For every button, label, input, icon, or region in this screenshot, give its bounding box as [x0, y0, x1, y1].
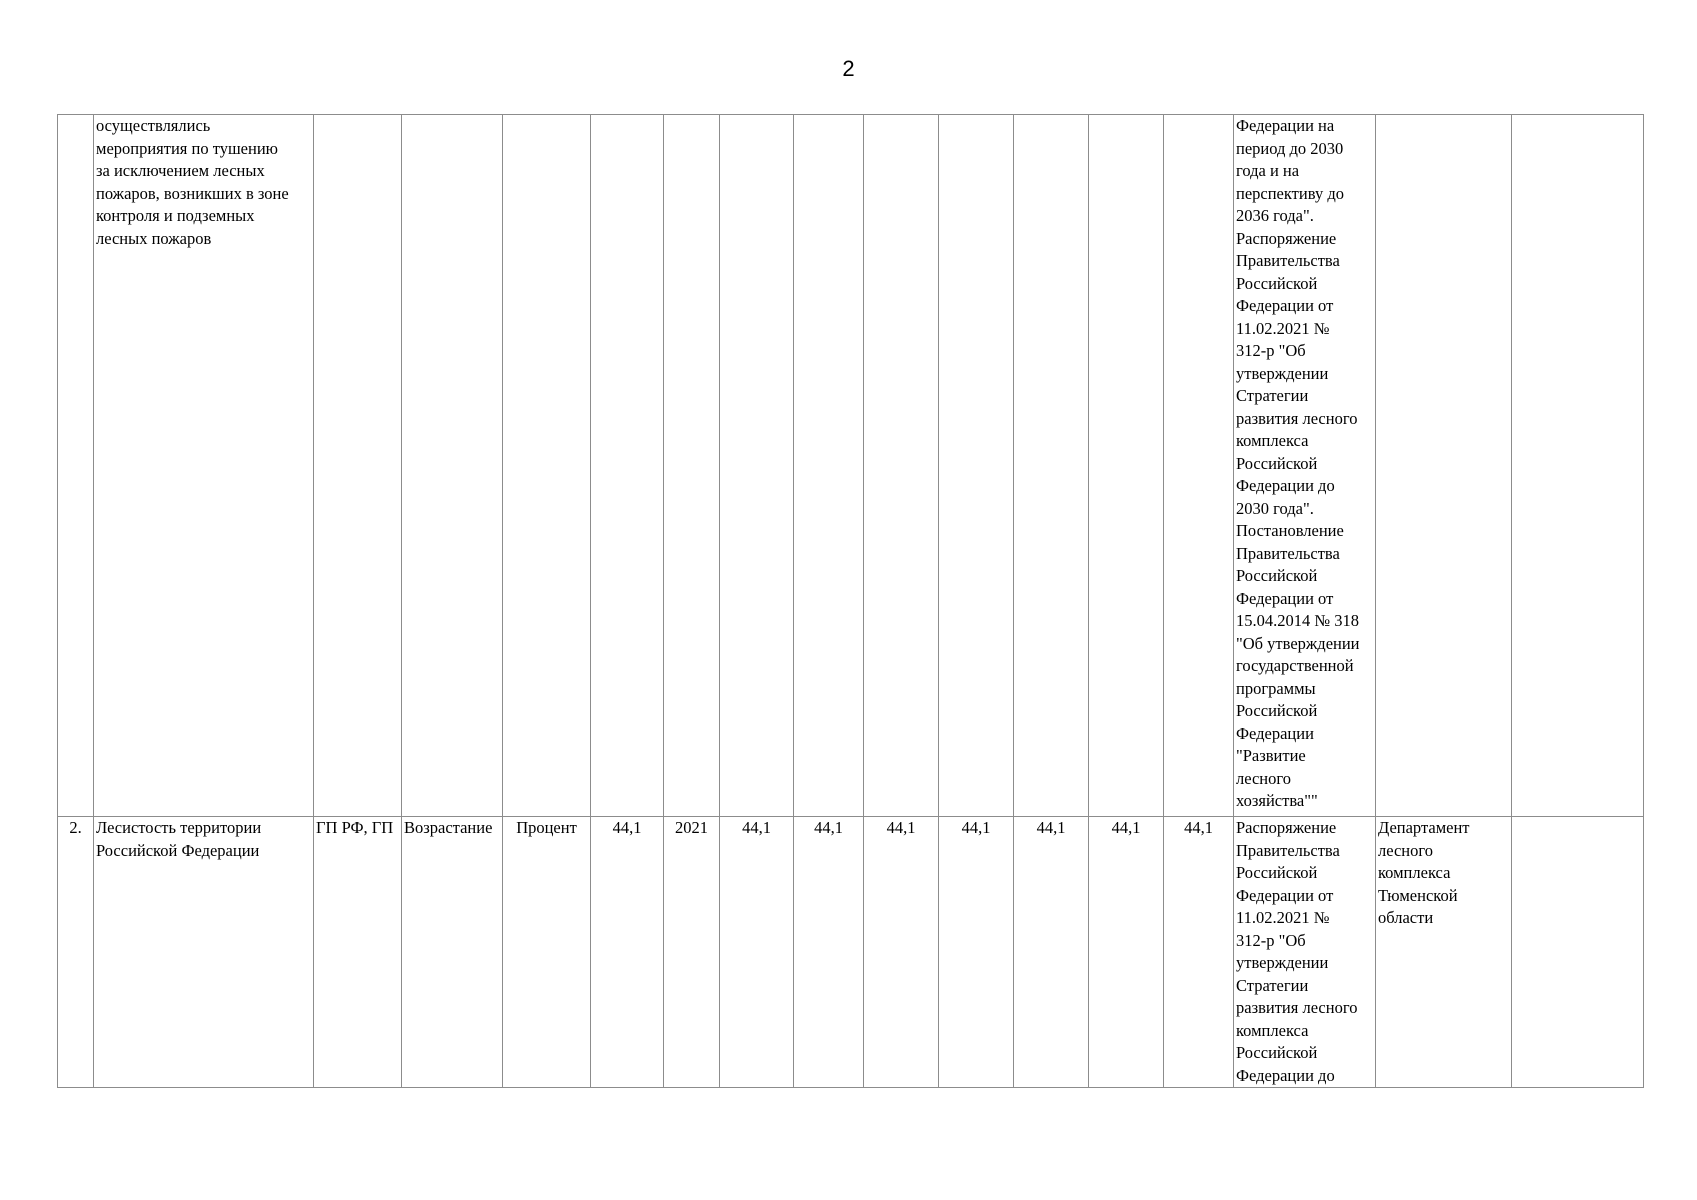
- indicator-text: осуществлялись мероприятия по тушению за исключением лесных пожаров, возникших в зоне контроля и подземных лесных пожаров: [96, 116, 289, 248]
- table-row: [58, 115, 1644, 817]
- indicator-name: [94, 115, 314, 817]
- base-value: [591, 115, 664, 817]
- year-value: 44,1: [1089, 817, 1164, 1088]
- legal-document-text: Федерации на период до 2030 года и на перспективу до 2036 года". Распоряжение Правительства Российской Федерации от 11.02.2021 № 312-р "Об утверждении Стратегии развития лесного комплекса Российской Федерации до 2030 года". Постановление Правительства Российской Федерации от 15.04.2014 № 318 "Об утверждении государственной программы Российской Федерации "Развитие лесного хозяйства"": [1236, 116, 1360, 810]
- row-number: [58, 115, 94, 817]
- indicator-unit: Процент: [503, 817, 591, 1088]
- indicator-name: [94, 817, 314, 1088]
- year-value: [1164, 115, 1234, 817]
- page-number: 2: [842, 56, 855, 81]
- base-year: 2021: [664, 817, 720, 1088]
- info-system: [1512, 817, 1644, 1088]
- indicator-unit: [503, 115, 591, 817]
- legal-document-text: Распоряжение Правительства Российской Федерации от 11.02.2021 № 312-р "Об утверждении Стратегии развития лесного комплекса Российской Федерации до: [1236, 818, 1358, 1085]
- indicator-level: ГП РФ, ГП: [314, 817, 402, 1088]
- indicator-level: [314, 115, 402, 817]
- indicator-text: Лесистость территории Российской Федерации: [96, 818, 262, 860]
- legal-document: [1234, 115, 1376, 817]
- responsible-body: [1376, 817, 1512, 1088]
- base-value: 44,1: [591, 817, 664, 1088]
- legal-document: [1234, 817, 1376, 1088]
- indicators-table: [57, 114, 1644, 1088]
- year-value: [1014, 115, 1089, 817]
- indicator-trend: Возрастание: [402, 817, 503, 1088]
- year-value: 44,1: [864, 817, 939, 1088]
- table-row: [58, 817, 1644, 1088]
- year-value: 44,1: [939, 817, 1014, 1088]
- row-number: 2.: [58, 817, 94, 1088]
- year-value: 44,1: [720, 817, 794, 1088]
- year-value: [720, 115, 794, 817]
- year-value: [939, 115, 1014, 817]
- info-system: [1512, 115, 1644, 817]
- year-value: 44,1: [1164, 817, 1234, 1088]
- responsible-body: [1376, 115, 1512, 817]
- year-value: 44,1: [1014, 817, 1089, 1088]
- base-year: [664, 115, 720, 817]
- indicator-trend: [402, 115, 503, 817]
- year-value: [794, 115, 864, 817]
- year-value: 44,1: [794, 817, 864, 1088]
- year-value: [864, 115, 939, 817]
- year-value: [1089, 115, 1164, 817]
- responsible-text: Департамент лесного комплекса Тюменской области: [1378, 818, 1470, 927]
